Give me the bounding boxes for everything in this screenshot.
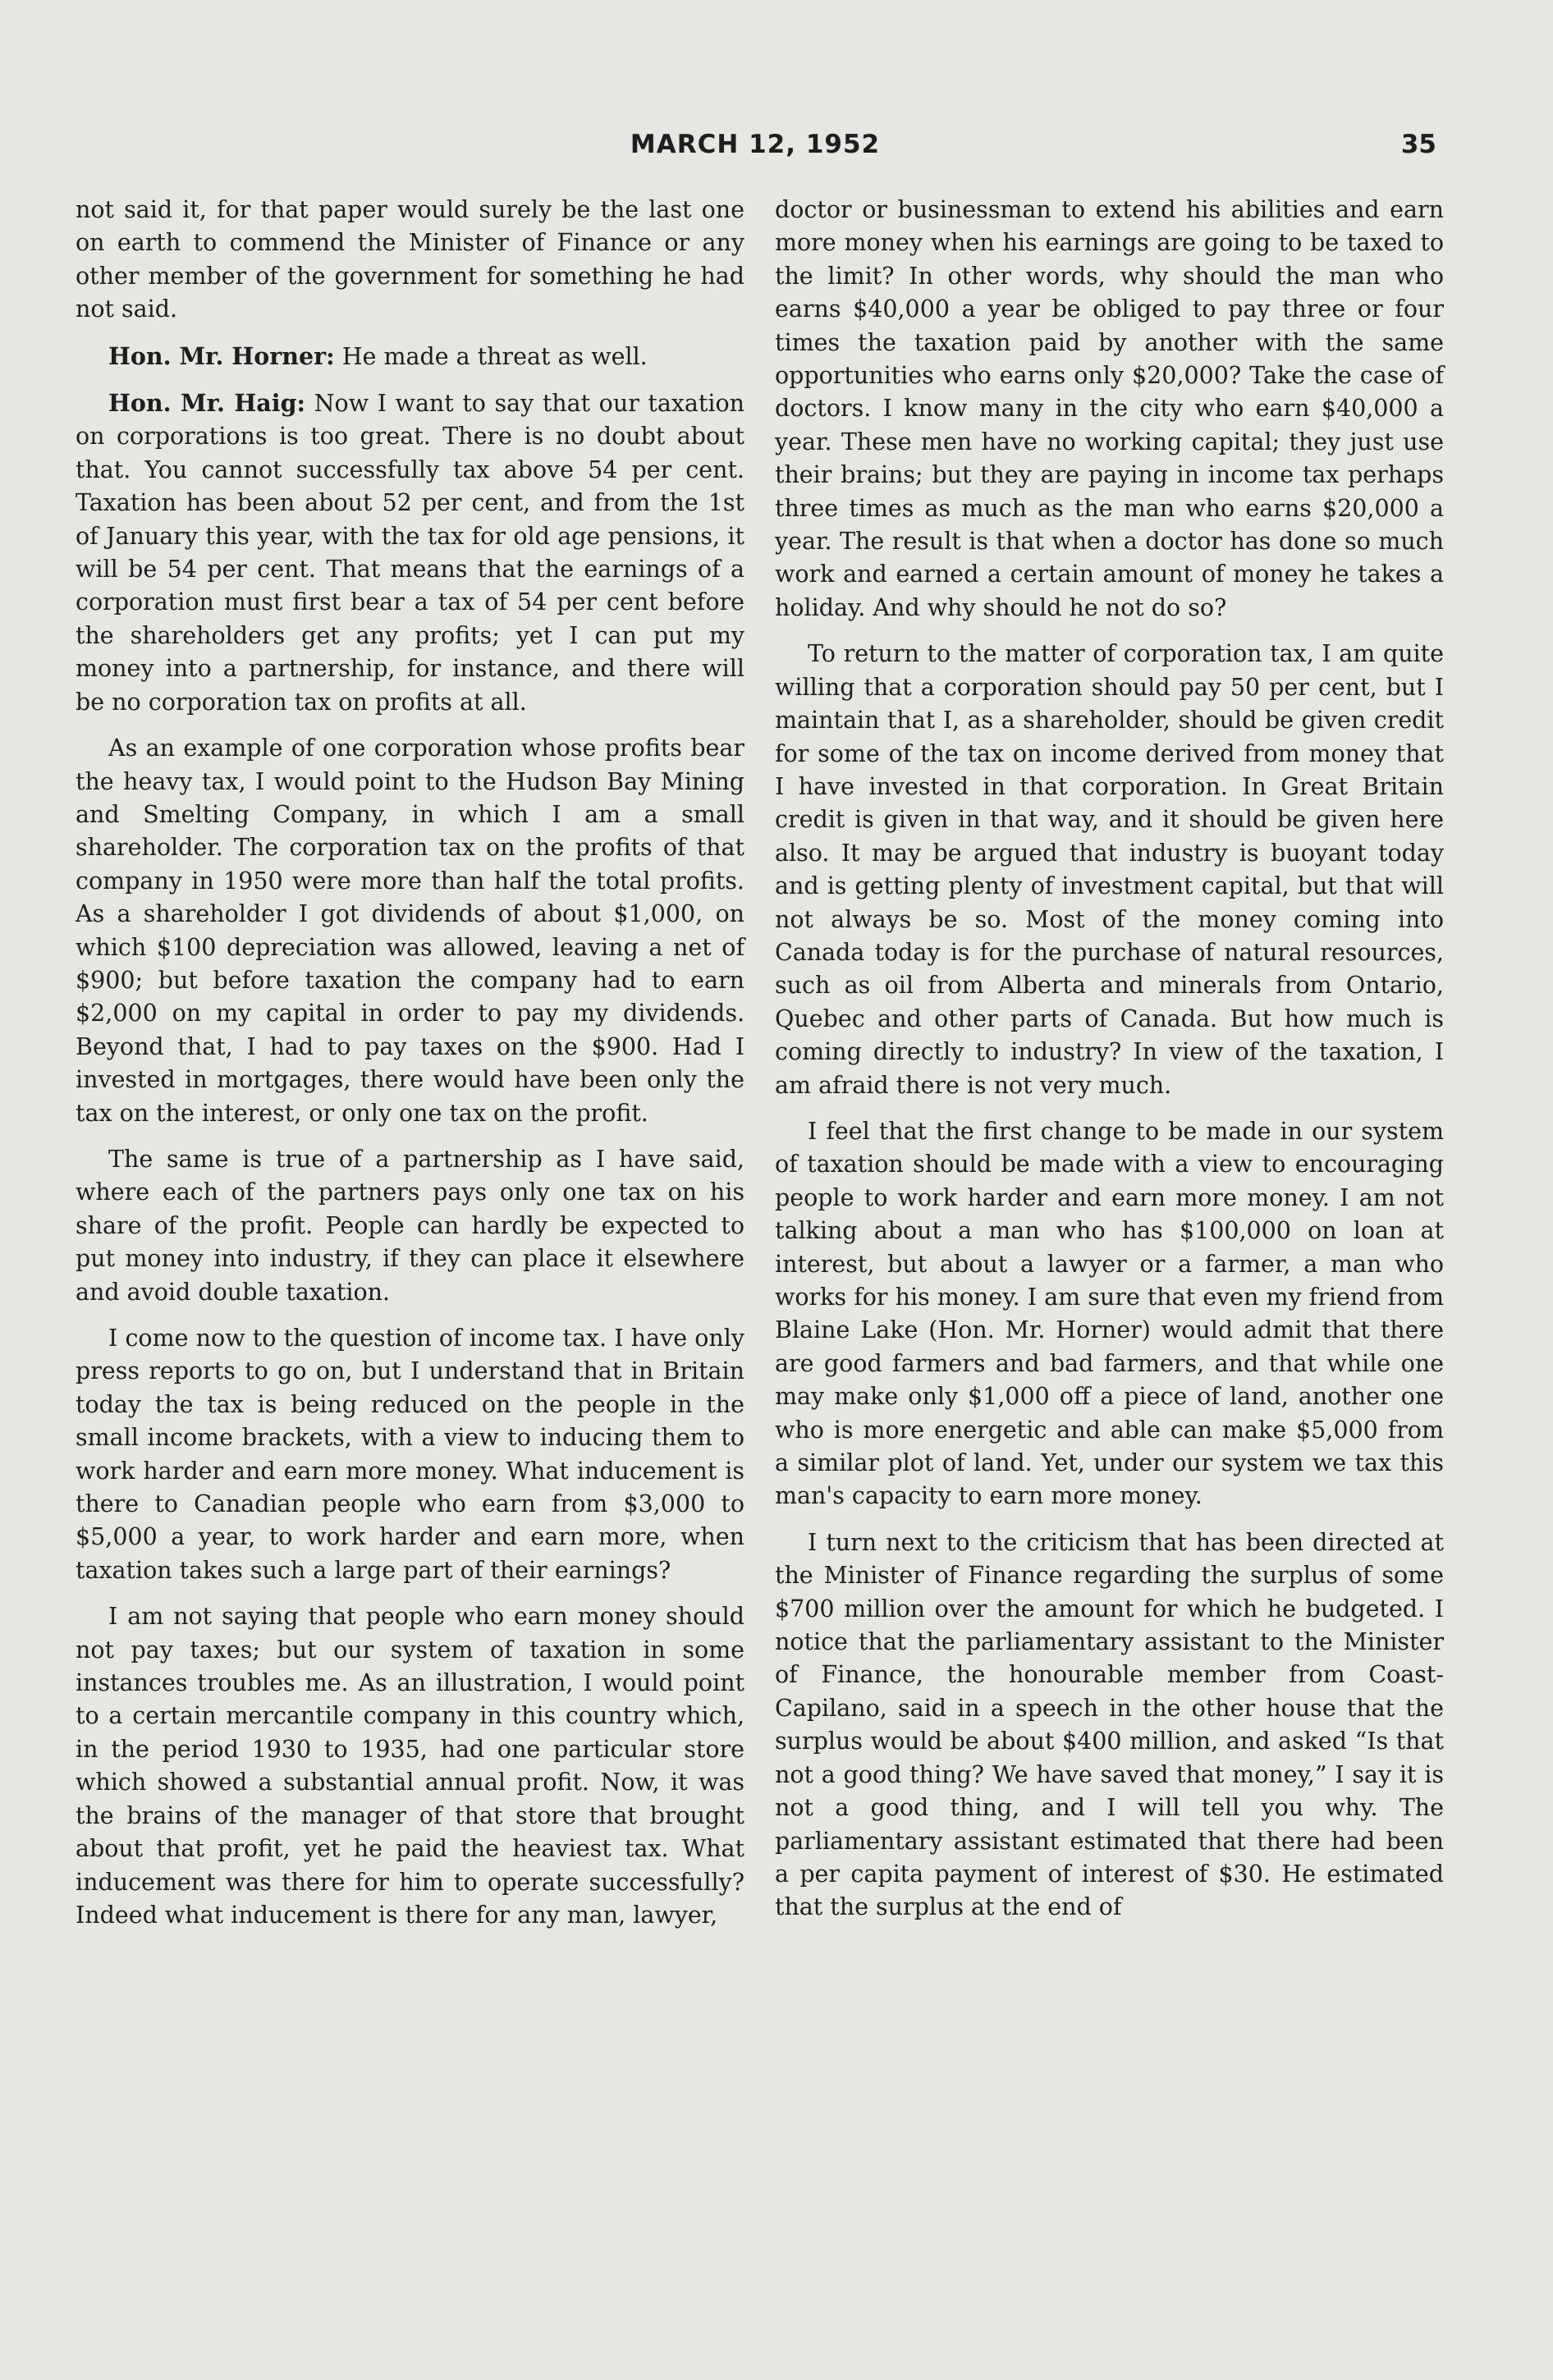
header-date: MARCH 12, 1952 — [630, 130, 881, 159]
left-column — [76, 194, 744, 1945]
paragraph: I turn next to the criticism that has been directed at the Minister of Finance regarding the surplus of some $700 million over the amount for which he budgeted. I notice that the parliamentary assistant to the Minister of Finance, the honourable member from Coast-Capilano, said in a speech in the other house that the surplus would be about $400 million, and asked “Is that not a good thing? We have saved that money,” I say it is not a good thing, and I will tell you why. The parliamentary assistant estimated that there had been a per capita payment of interest of $30. He estimated that the surplus at the end of — [775, 1528, 1444, 1921]
speaker-name: Hon. Mr. Haig: — [108, 389, 306, 418]
paragraph: To return to the matter of corporation tax, I am quite willing that a corporation should pay 50 per cent, but I maintain that I, as a shareholder, should be given credit for some of the tax on income derived from money that I have invested in that corporation. In Great Britain credit is given in that way, and it should be given here also. It may be argued that industry is buoyant today and is getting plenty of investment capital, but that will not always be so. Most of the money coming into Canada today is for the purchase of natural resources, such as oil from Alberta and minerals from Ontario, Quebec and other parts of Canada. But how much is coming directly to industry? In view of the taxation, I am afraid there is not very much. — [775, 640, 1444, 1099]
paragraph: not said it, for that paper would surely be the last one on earth to commend the Minister of Finance or any other member of the government for something he had not said. — [76, 196, 744, 323]
speech-paragraph — [76, 340, 744, 373]
page-number: 35 — [1400, 130, 1436, 159]
paragraph: I come now to the question of income tax. I have only press reports to go on, but I understand that in Britain today the tax is being reduced on the people in the small income brackets, with a view to inducing them to work harder and earn more money. What inducement is there to Canadian people who earn from $3,000 to $5,000 a year, to work harder and earn more, when taxation takes such a large part of their earnings? — [76, 1325, 744, 1584]
speech-text: He made a threat as well. — [334, 342, 648, 370]
paragraph: doctor or businessman to extend his abilities and earn more money when his earnings are going to be taxed to the limit? In other words, why should the man who earns $40,000 a year be obliged to pay three or four times the taxation paid by another with the same opportunities who earns only $20,000? Take the case of doctors. I know many in the city who earn $40,000 a year. These men have no working capital; they just use their brains; but they are paying in income tax perhaps three times as much as the man who earns $20,000 a year. The result is that when a doctor has done so much work and earned a certain amount of money he takes a holiday. And why should he not do so? — [775, 196, 1444, 621]
paragraph: The same is true of a partnership as I have said, where each of the partners pays only one tax on his share of the profit. People can hardly be expected to put money into industry, if they can place it elsewhere and avoid double taxation. — [76, 1145, 744, 1306]
page-header — [74, 130, 1436, 169]
right-column — [775, 194, 1444, 1938]
paragraph: I am not saying that people who earn money should not pay taxes; but our system of taxation in some instances troubles me. As an illustration, I would point to a certain mercantile company in this country which, in the period 1930 to 1935, had one particular store which showed a substantial annual profit. Now, it was the brains of the manager of that store that brought about that profit, yet he paid the heaviest tax. What inducement was there for him to operate successfully? Indeed what inducement is there for any man, lawyer, — [76, 1603, 744, 1929]
paragraph: I feel that the first change to be made in our system of taxation should be made with a view to encouraging people to work harder and earn more money. I am not talking about a man who has $100,000 on loan at interest, but about a lawyer or a farmer, a man who works for his money. I am sure that even my friend from Blaine Lake (Hon. Mr. Horner) would admit that there are good farmers and bad farmers, and that while one may make only $1,000 off a piece of land, another one who is more energetic and able can make $5,000 from a similar plot of land. Yet, under our system we tax this man's capacity to earn more money. — [775, 1117, 1444, 1510]
speech-text: Now I want to say that our taxation on corporations is too great. There is no doubt about that. You cannot successfully tax above 54 per cent. Taxation has been about 52 per cent, and from the 1st of January this year, with the tax for old age pensions, it will be 54 per cent. That means that the earnings of a corporation must first bear a tax of 54 per cent before the shareholders get any profits; yet I can put my money into a partnership, for instance, and there will be no corporation tax on profits at all. — [76, 390, 744, 716]
speaker-name: Hon. Mr. Horner: — [108, 341, 335, 370]
speech-paragraph — [76, 387, 744, 719]
paragraph: As an example of one corporation whose profits bear the heavy tax, I would point to the Hudson Bay Mining and Smelting Company, in which I am a small shareholder. The corporation tax on the profits of that company in 1950 were more than half the total profits. As a shareholder I got dividends of about $1,000, on which $100 depreciation was allowed, leaving a net of $900; but before taxation the company had to earn $2,000 on my capital in order to pay my dividends. Beyond that, I had to pay taxes on the $900. Had I invested in mortgages, there would have been only the tax on the interest, or only one tax on the profit. — [76, 735, 744, 1127]
